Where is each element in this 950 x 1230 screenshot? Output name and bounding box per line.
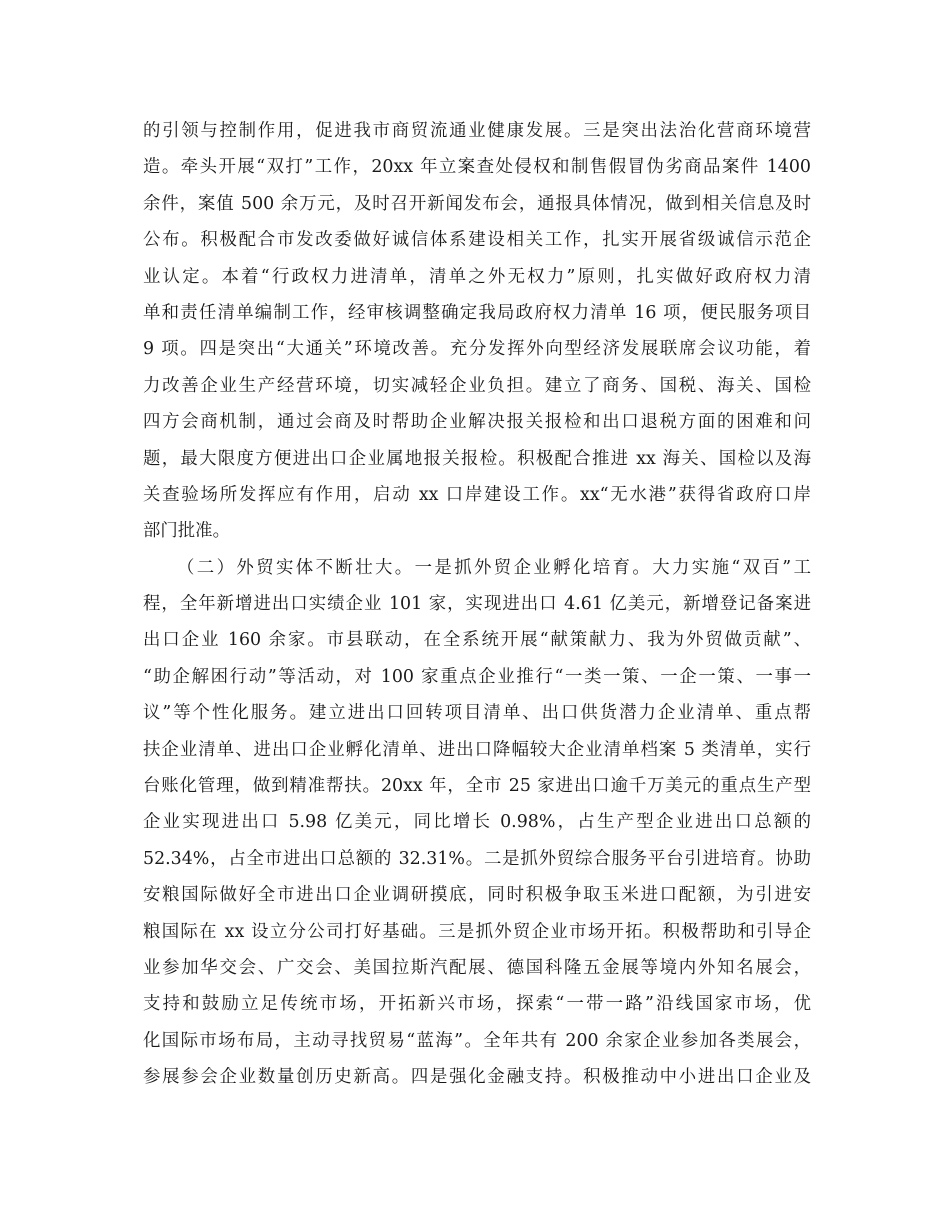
text-line: 议”等个性化服务。建立进出口回转项目清单、出口供货潜力企业清单、重点帮: [143, 703, 811, 724]
text-line: 安粮国际做好全市进出口企业调研摸底，同时积极争取玉米进口配额，为引进安: [143, 885, 811, 906]
text-line: 粮国际在 xx 设立分公司打好基础。三是抓外贸企业市场开拓。积极帮助和引导企: [143, 921, 811, 942]
text-line: 关查验场所发挥应有作用，启动 xx 口岸建设工作。xx“无水港”获得省政府口岸: [143, 484, 811, 505]
text-line: 程，全年新增进出口实绩企业 101 家，实现进出口 4.61 亿美元，新增登记备案进: [143, 594, 811, 615]
text-line: 9 项。四是突出“大通关”环境改善。充分发挥外向型经济发展联席会议功能，着: [143, 339, 811, 360]
text-line: 造。牵头开展“双打”工作，20xx 年立案查处侵权和制售假冒伪劣商品案件 1400: [143, 157, 811, 178]
text-line: 扶企业清单、进出口企业孵化清单、进出口降幅较大企业清单档案 5 类清单，实行: [143, 739, 811, 760]
text-line: 支持和鼓励立足传统市场，开拓新兴市场，探索“一带一路”沿线国家市场，优: [143, 994, 811, 1015]
text-line: 的引领与控制作用，促进我市商贸流通业健康发展。三是突出法治化营商环境营: [143, 121, 811, 141]
text-line: 业认定。本着“行政权力进清单，清单之外无权力”原则，扎实做好政府权力清: [143, 266, 811, 287]
text-line: 化国际市场布局，主动寻找贸易“蓝海”。全年共有 200 余家企业参加各类展会，: [143, 1030, 811, 1051]
text-line: 四方会商机制，通过会商及时帮助企业解决报关报检和出口退税方面的困难和问: [143, 412, 811, 433]
text-line: 公布。积极配合市发改委做好诚信体系建设相关工作，扎实开展省级诚信示范企: [143, 230, 811, 251]
text-line: 题，最大限度方便进出口企业属地报关报检。积极配合推进 xx 海关、国检以及海: [143, 448, 811, 469]
text-line: 台账化管理，做到精准帮扶。20xx 年，全市 25 家进出口逾千万美元的重点生产型: [143, 776, 811, 797]
document-body: [143, 113, 811, 1096]
section-heading-line: （二）外贸实体不断壮大。一是抓外贸企业孵化培育。大力实施“双百”工: [177, 557, 811, 578]
text-line: 参展参会企业数量创历史新高。四是强化金融支持。积极推动中小进出口企业及: [143, 1067, 811, 1088]
text-line: 力改善企业生产经营环境，切实减轻企业负担。建立了商务、国税、海关、国检: [143, 375, 811, 396]
text-line: 出口企业 160 余家。市县联动，在全系统开展“献策献力、我为外贸做贡献”、: [143, 630, 811, 651]
text-line: 单和责任清单编制工作，经审核调整确定我局政府权力清单 16 项，便民服务项目: [143, 302, 811, 323]
text-line: 企业实现进出口 5.98 亿美元，同比增长 0.98%，占生产型企业进出口总额的: [143, 812, 811, 833]
paragraph-end-line: 部门批准。: [143, 521, 230, 542]
text-line: 52.34%，占全市进出口总额的 32.31%。二是抓外贸综合服务平台引进培育。协助: [143, 848, 811, 869]
text-line: “助企解困行动”等活动，对 100 家重点企业推行“一类一策、一企一策、一事一: [143, 666, 811, 687]
text-line: 余件，案值 500 余万元，及时召开新闻发布会，通报具体情况，做到相关信息及时: [143, 193, 811, 214]
text-line: 业参加华交会、广交会、美国拉斯汽配展、德国科隆五金展等境内外知名展会，: [143, 957, 811, 978]
